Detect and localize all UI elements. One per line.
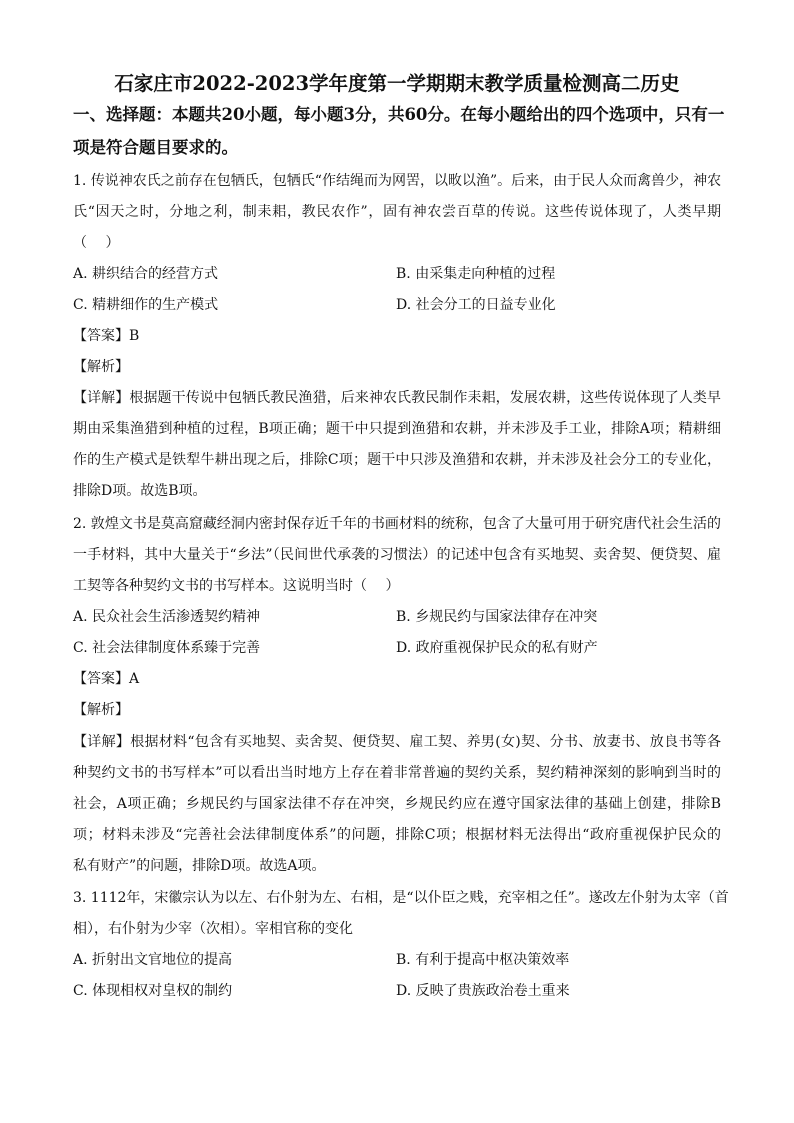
detail-line: 期由采集渔猎到种植的过程，B项正确；题干中只提到渔猎和农耕，并未涉及手工业，排除A项；精耕细 [73,421,721,437]
option-d: D. 政府重视保护民众的私有财产 [396,640,598,656]
question-stem-line: （ ） [73,235,120,251]
question-stem-line: 工契等各种契约文书的书写样本。这说明当时（ ） [73,578,400,594]
option-b: B. 有利于提高中枢决策效率 [396,952,570,968]
detail-line: 作的生产模式是铁犁牛耕出现之后，排除C项；题干中只涉及渔猎和农耕，并未涉及社会分工的专业化， [73,452,721,468]
detail-line: 种契约文书的书写样本”可以看出当时地方上存在着非常普遍的契约关系，契约精神深刻的影响到当时的 [73,765,721,781]
detail-line: 【详解】根据材料“包含有买地契、卖舍契、便贷契、雇工契、养男(女)契、分书、放妻书、放良书等各 [73,734,721,750]
option-a: A. 民众社会生活渗透契约精神 [73,609,261,625]
analysis-label: 【解析】 [73,702,129,718]
page-title: 石家庄市2022-2023学年度第一学期期末教学质量检测高二历史 [114,72,680,95]
analysis-label: 【解析】 [73,359,129,375]
question-stem-line: 氏“因天之时，分地之利，制耒耜，教民农作”，固有神农尝百草的传说。这些传说体现了，人类早期 [73,204,721,220]
option-b: B. 乡规民约与国家法律存在冲突 [396,609,598,625]
question-stem-line: 1. 传说神农氏之前存在包牺氏，包牺氏“作结绳而为网罟，以畋以渔”。后来，由于民人众而禽兽少，神农 [73,173,722,189]
question-stem-line: 一手材料，其中大量关于“乡法”（民间世代承袭的习惯法）的记述中包含有买地契、卖舍契、便贷契、雇 [73,547,721,563]
question-stem-line: 2. 敦煌文书是莫高窟藏经洞内密封保存近千年的书画材料的统称，包含了大量可用于研究唐代社会生活的 [73,516,721,532]
detail-line: 私有财产”的问题，排除D项。故选A项。 [73,858,326,874]
option-d: D. 社会分工的日益专业化 [396,297,556,313]
section-heading: 一、选择题：本题共20小题，每小题3分，共60分。在每小题给出的四个选项中，只有一 [73,105,725,124]
option-a: A. 折射出文官地位的提高 [73,952,233,968]
option-b: B. 由采集走向种植的过程 [396,266,556,282]
answer: 【答案】A [73,671,140,687]
detail-line: 排除D项。故选B项。 [73,483,207,499]
option-c: C. 社会法律制度体系臻于完善 [73,640,261,656]
question-stem-line: 相），右仆射为少宰（次相）。宰相官称的变化 [73,921,353,937]
detail-line: 项；材料未涉及“完善社会法律制度体系”的问题，排除C项；根据材料无法得出“政府重视保护民众的 [73,827,721,843]
option-d: D. 反映了贵族政治卷土重来 [396,983,570,999]
option-c: C. 精耕细作的生产模式 [73,297,219,313]
detail-line: 【详解】根据题干传说中包牺氏教民渔猎，后来神农氏教民制作耒耜，发展农耕，这些传说体现了人类早 [73,390,721,406]
section-heading-cont: 项是符合题目要求的。 [73,138,238,157]
detail-line: 社会，A项正确；乡规民约与国家法律不存在冲突，乡规民约应在遵守国家法律的基础上创建，排除B [73,796,721,812]
option-a: A. 耕织结合的经营方式 [73,266,219,282]
option-c: C. 体现相权对皇权的制约 [73,983,233,999]
question-stem-line: 3. 1112年，宋徽宗认为以左、右仆射为左、右相，是“以仆臣之贱，充宰相之任”。遂改左仆射为太宰（首 [73,890,729,906]
answer: 【答案】B [73,328,140,344]
